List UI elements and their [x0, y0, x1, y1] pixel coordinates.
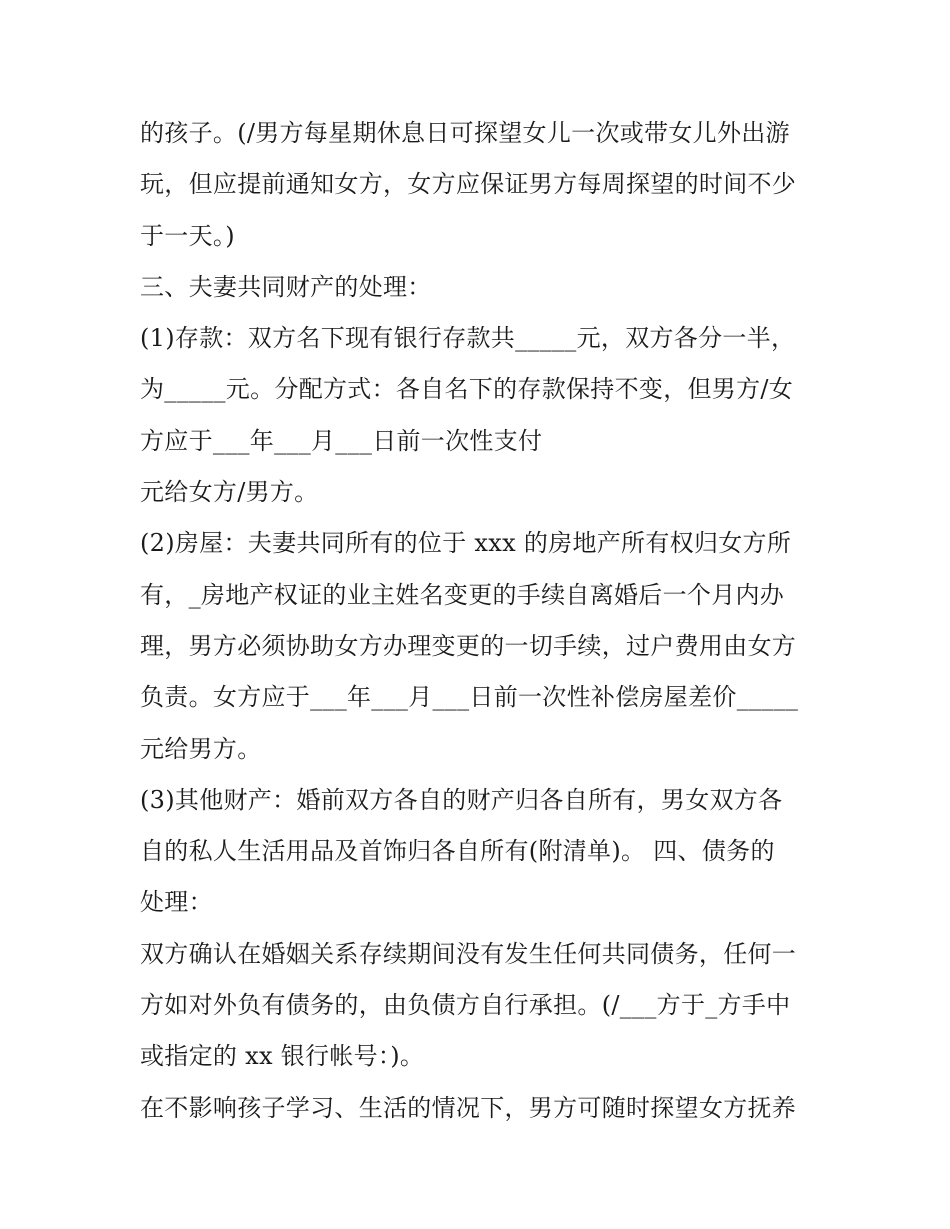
- text-line: 的孩子。(/男方每星期休息日可探望女儿一次或带女儿外出游: [140, 119, 790, 147]
- document-body: [140, 108, 820, 1134]
- text-line: 元给男方。: [140, 734, 262, 763]
- text-line: 双方确认在婚姻关系存续期间没有发生任何共同债务，任何一: [140, 939, 797, 968]
- text-line: 处理：: [140, 888, 213, 917]
- text-line: 负责。女方应于___年___月___日前一次性补偿房屋差价_____: [140, 683, 799, 712]
- text-line: (2)房屋：夫妻共同所有的位于 xxx 的房地产所有权归女方所: [140, 529, 792, 558]
- text-line: 理，男方必须协助女方办理变更的一切手续，过户费用由女方: [140, 631, 797, 660]
- text-line: (1)存款：双方名下现有银行存款共_____元，双方各分一半，: [140, 324, 796, 353]
- text-line: 在不影响孩子学习、生活的情况下，男方可随时探望女方抚养: [140, 1093, 797, 1122]
- text-line: 方如对外负有债务的，由负债方自行承担。(/___方于_方手中: [140, 991, 791, 1020]
- text-line: (3)其他财产：婚前双方各自的财产归各自所有，男女双方各: [140, 785, 783, 814]
- text-line: 有，_房地产权证的业主姓名变更的手续自离婚后一个月内办: [140, 580, 785, 609]
- text-line: 方应于___年___月___日前一次性支付: [140, 426, 543, 455]
- text-line: 玩，但应提前通知女方，女方应保证男方每周探望的时间不少: [140, 170, 797, 199]
- text-line: 或指定的 xx 银行帐号：)。: [140, 1042, 425, 1071]
- text-line: 于一天。): [140, 221, 235, 250]
- text-line: 自的私人生活用品及首饰归各自所有(附清单)。 四、债务的: [140, 837, 775, 866]
- text-line: 为_____元。分配方式：各自名下的存款保持不变，但男方/女: [140, 375, 794, 404]
- section-heading: 三、夫妻共同财产的处理：: [140, 272, 432, 301]
- text-line: 元给女方/男方。: [140, 478, 319, 507]
